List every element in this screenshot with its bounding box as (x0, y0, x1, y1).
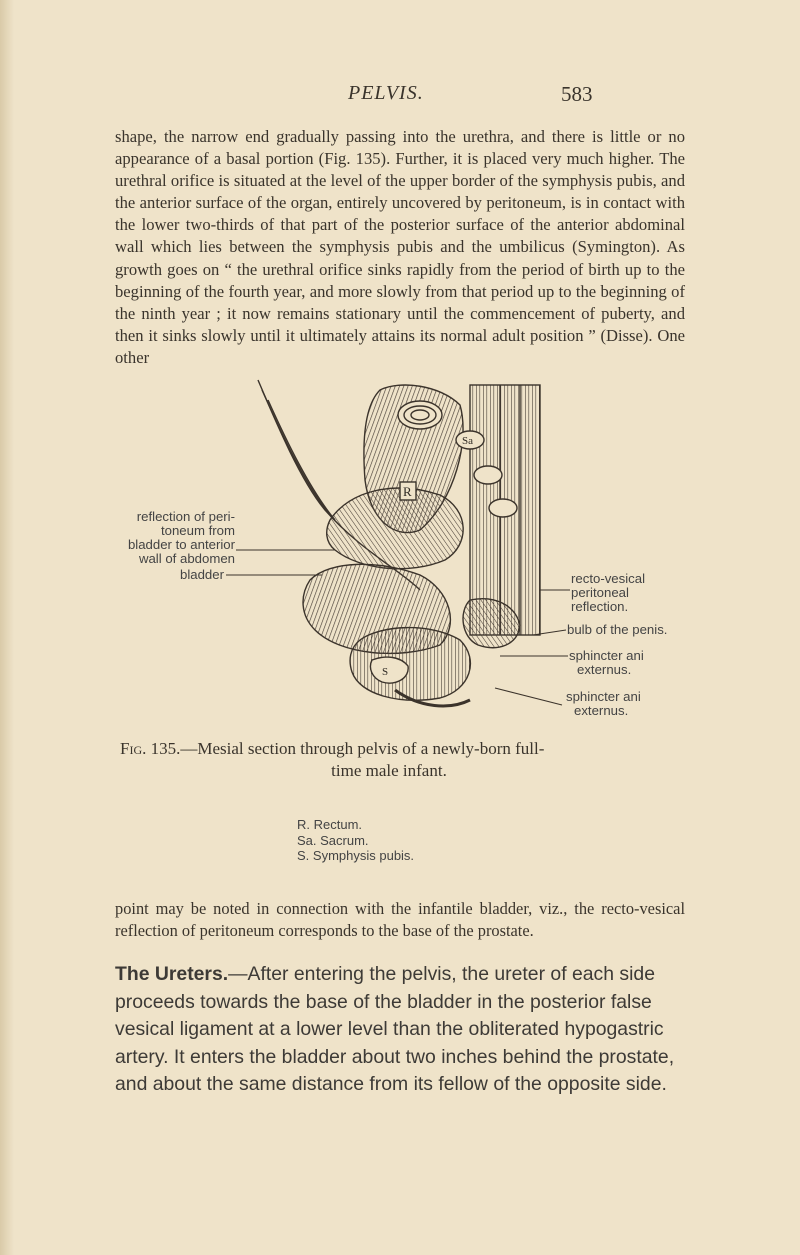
pelvis-section-drawing (258, 380, 540, 706)
caption-line-1: —Mesial section through pelvis of a newly-born full- (180, 739, 545, 758)
label-line: reflection of peri- (136, 509, 235, 524)
label-line: externus. (577, 662, 632, 677)
figure-label-bladder (100, 568, 224, 582)
caption-figure-number: Fig. 135. (120, 739, 181, 758)
label-line: wall of abdomen (138, 551, 235, 566)
figure-label-bulb-penis (567, 623, 667, 637)
section-ureters (115, 961, 685, 1099)
legend-item: R. Rectum. (297, 817, 363, 832)
inset-letter-symphysis: S (382, 666, 389, 678)
page-header (0, 82, 800, 112)
figure-label-sphincter-1 (569, 649, 644, 677)
figure-label-recto-vesical (571, 572, 645, 614)
label-line: bladder to anterior (127, 537, 235, 552)
body-paragraph-1: shape, the narrow end gradually passing into the urethra, and there is little or no appearance of a basal portion (Fig. 135). Further, it is placed very much higher. The urethral orifice is situated at the level of the upper border of the symphysis pubis, and the anterior surface of the organ, entirely uncovered by peritoneum, is in contact with the lower two-thirds of that part of the posterior surface of the anterior abdominal wall which lies between the symphysis pubis and the umbilicus (Symington). As growth goes on “ the urethral orifice sinks rapidly from the period of birth up to the beginning of the fourth year, and more slowly from that period up to the beginning of the ninth year ; it now remains stationary until the commencement of puberty, and then it sinks slowly until it ultimately attains its normal adult position ” (Disse). One other (115, 127, 685, 367)
inset-letter-rectum: R (403, 484, 412, 499)
label-line: recto-vesical (571, 571, 646, 586)
label-line: bladder (180, 567, 224, 582)
label-line: reflection. (571, 599, 629, 614)
label-line: bulb of the penis. (567, 622, 668, 637)
label-line: sphincter ani (566, 689, 641, 704)
section-heading: The Ureters. (115, 963, 229, 985)
figure-legend (297, 817, 414, 864)
label-line: toneum from (160, 523, 235, 538)
legend-item: S. Symphysis pubis. (297, 848, 415, 863)
figure-label-peritoneum-reflection (100, 510, 235, 566)
figure-caption (120, 738, 680, 782)
legend-item: Sa. Sacrum. (297, 832, 369, 848)
label-line: sphincter ani (569, 648, 644, 663)
figure-label-sphincter-2 (566, 690, 641, 718)
inset-letter-sacrum: Sa (462, 435, 473, 447)
page-number: 583 (561, 82, 593, 106)
caption-line-2: time male infant. (331, 761, 447, 780)
body-paragraph-2: point may be noted in connection with the infantile bladder, viz., the recto-vesical reflection of peritoneum corresponds to the base of the prostate. (115, 899, 685, 940)
label-line: externus. (574, 703, 629, 718)
label-line: peritoneal (571, 585, 629, 600)
section-text: —After entering the pelvis, the ureter of each side proceeds towards the base of the bladder in the posterior false vesical ligament at a lower level than the obliterated hypogastric artery. It enters the bladder about two inches behind the prostate, and about the same distance from its fellow of the opposite side. (115, 963, 675, 1095)
running-title: PELVIS. (348, 82, 424, 104)
